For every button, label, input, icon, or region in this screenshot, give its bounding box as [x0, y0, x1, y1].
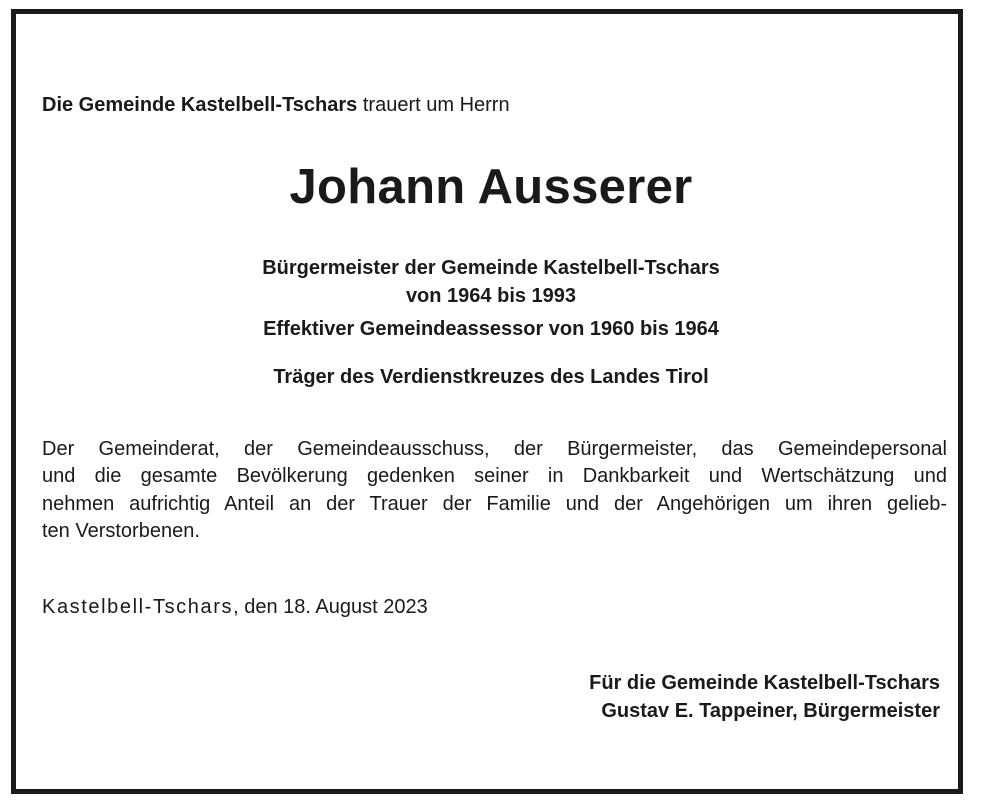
condolence-paragraph: [42, 436, 947, 545]
paragraph-line: ten Verstorbenen.: [42, 519, 200, 542]
date-text: , den 18. August 2023: [233, 596, 428, 618]
paragraph-line: Der Gemeinderat, der Gemeindeausschuss, der Bürgermeister, das Gemeindepersonal: [42, 438, 947, 460]
intro-text: trauert um Herrn: [357, 94, 510, 116]
place-date-line: [42, 594, 428, 620]
signature-mayor: Gustav E. Tappeiner, Bürgermeister: [601, 700, 940, 722]
signature-municipality: Für die Gemeinde Kastelbell-Tschars: [589, 672, 940, 694]
title-assessor: Effektiver Gemeindeassessor von 1960 bis 1964: [263, 318, 719, 340]
intro-line: [42, 92, 510, 118]
title-mayor-period: von 1964 bis 1993: [405, 285, 577, 307]
municipality-name: Die Gemeinde Kastelbell-Tschars: [42, 94, 358, 116]
title-honor: Träger des Verdienstkreuzes des Landes Tirol: [273, 366, 709, 388]
title-mayor: Bürgermeister der Gemeinde Kastelbell-Tschars: [262, 257, 720, 279]
place-name: Kastelbell-Tschars: [42, 596, 234, 618]
paragraph-line: und die gesamte Bevölkerung gedenken seiner in Dankbarkeit und Wertschätzung und: [42, 465, 947, 488]
paragraph-line: nehmen aufrichtig Anteil an der Trauer der Familie und der Angehörigen um ihren gelieb-: [42, 492, 947, 515]
deceased-name: Johann Ausserer: [289, 160, 693, 214]
